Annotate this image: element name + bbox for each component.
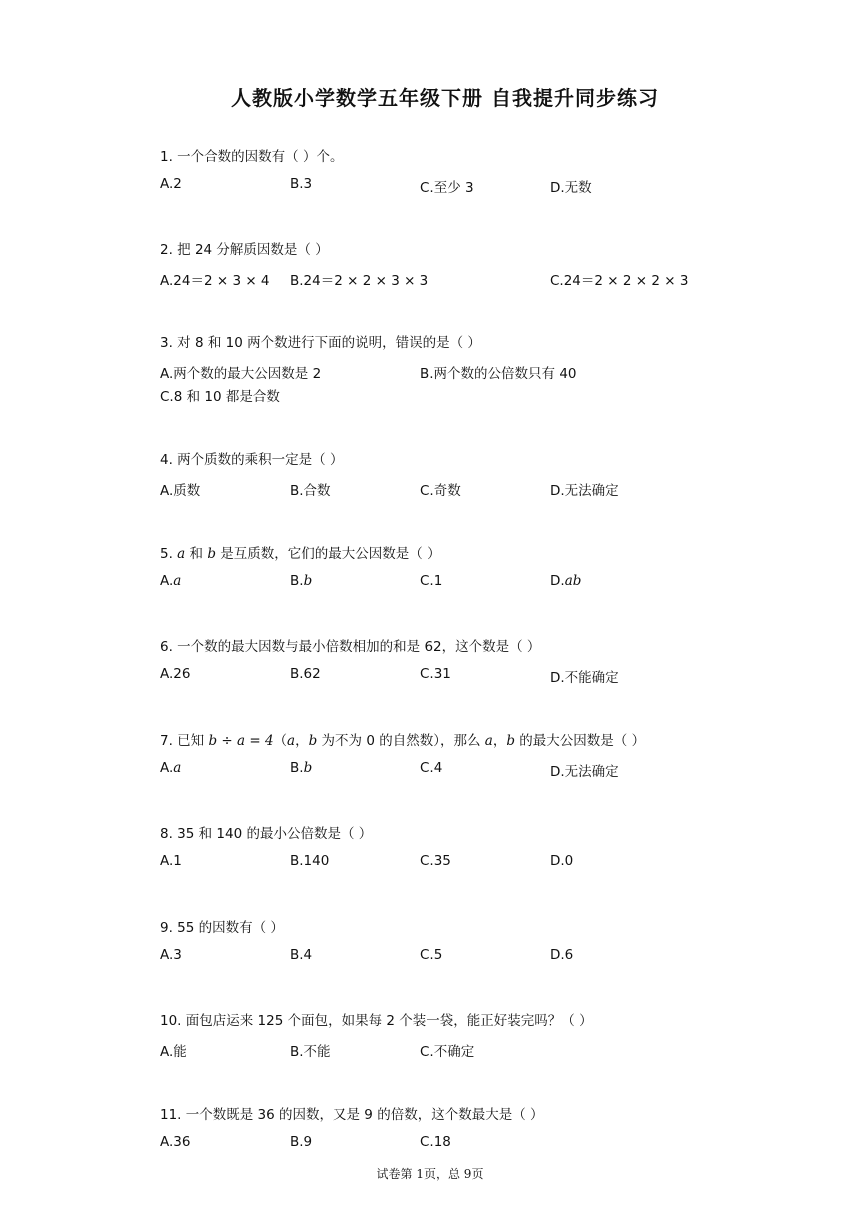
page-footer: 试卷第 1页，总 9页 xyxy=(376,1167,484,1181)
option-b: B.不能 xyxy=(290,1044,331,1060)
option-c: C.8 和 10 都是合数 xyxy=(160,389,280,405)
question-stem: 4. 两个质数的乘积一定是（ ） xyxy=(160,452,344,468)
option-b: B.24＝2 × 2 × 3 × 3 xyxy=(290,273,429,289)
option-c: C.至少 3 xyxy=(420,180,474,196)
option-c: C.4 xyxy=(420,760,443,776)
question-stem: 5. a 和 b 是互质数，它们的最大公因数是（ ） xyxy=(160,546,441,562)
option-c: C.奇数 xyxy=(420,483,461,499)
option-a: A.24＝2 × 3 × 4 xyxy=(160,273,270,289)
option-d: D.6 xyxy=(550,947,574,963)
option-d: D.无数 xyxy=(550,180,592,196)
option-c: C.5 xyxy=(420,947,443,963)
question-stem: 1. 一个合数的因数有（ ）个。 xyxy=(160,149,344,165)
option-a: A.a xyxy=(160,573,182,589)
option-d: D.无法确定 xyxy=(550,764,619,780)
option-a: A.1 xyxy=(160,853,182,869)
option-d: D.0 xyxy=(550,853,574,869)
option-b: B.b xyxy=(290,760,313,776)
option-b: B.140 xyxy=(290,853,330,869)
question-stem: 10. 面包店运来 125 个面包，如果每 2 个装一袋，能正好装完吗？（ ） xyxy=(160,1013,593,1029)
option-c: C.1 xyxy=(420,573,443,589)
option-a: A.2 xyxy=(160,176,182,192)
option-c: C.不确定 xyxy=(420,1044,475,1060)
question-stem: 6. 一个数的最大因数与最小倍数相加的和是 62，这个数是（ ） xyxy=(160,639,541,655)
option-b: B.62 xyxy=(290,666,321,682)
option-d: D.不能确定 xyxy=(550,670,619,686)
question-stem: 11. 一个数既是 36 的因数，又是 9 的倍数，这个数最大是（ ） xyxy=(160,1107,544,1123)
option-b: B.合数 xyxy=(290,483,331,499)
question-stem: 2. 把 24 分解质因数是（ ） xyxy=(160,242,329,258)
option-a: A.26 xyxy=(160,666,191,682)
option-c: C.18 xyxy=(420,1134,451,1150)
option-c: C.35 xyxy=(420,853,451,869)
option-b: B.3 xyxy=(290,176,313,192)
option-b: B.9 xyxy=(290,1134,313,1150)
question-stem: 7. 已知 b ÷ a = 4（a，b 为不为 0 的自然数），那么 a，b 的最大公因数是（ ） xyxy=(160,733,646,749)
option-b: B.4 xyxy=(290,947,313,963)
page-title: 人教版小学数学五年级下册 自我提升同步练习 xyxy=(231,86,659,110)
option-d: D.ab xyxy=(550,573,582,589)
question-stem: 9. 55 的因数有（ ） xyxy=(160,920,284,936)
option-a: A.3 xyxy=(160,947,182,963)
option-a: A.36 xyxy=(160,1134,191,1150)
question-stem: 8. 35 和 140 的最小公倍数是（ ） xyxy=(160,826,373,842)
option-b: B.b xyxy=(290,573,313,589)
option-d: D.无法确定 xyxy=(550,483,619,499)
option-c: C.31 xyxy=(420,666,451,682)
option-a: A.能 xyxy=(160,1044,187,1060)
question-stem: 3. 对 8 和 10 两个数进行下面的说明，错误的是（ ） xyxy=(160,335,481,351)
option-a: A.a xyxy=(160,760,182,776)
option-c: C.24＝2 × 2 × 2 × 3 xyxy=(550,273,689,289)
option-b: B.两个数的公倍数只有 40 xyxy=(420,366,577,382)
option-a: A.质数 xyxy=(160,483,201,499)
option-a: A.两个数的最大公因数是 2 xyxy=(160,366,322,382)
